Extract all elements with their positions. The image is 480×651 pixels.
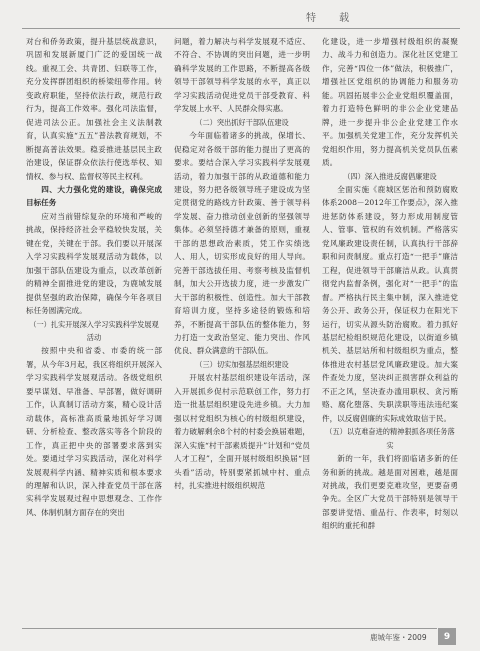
page-number: 9	[438, 628, 456, 645]
paragraph: 问题，着力解决与科学发展观不适应、不符合、不协调的突出问题，进一步明确科学发展的工作思路，不断提高各级领导干部领导科学发展的水平，真正以学习实践活动促进党员干部受教育、科学发展上水平、人民群众得实惠。	[174, 37, 310, 114]
subsection-heading: （三）切实加强基层组织建设	[195, 359, 289, 369]
text-column-1	[26, 35, 162, 625]
paragraph: 新的一年，我们将面临诸多新的任务和新的挑战。越是面对困难，越是面对挑战，我们更要克难攻坚，更要奋勇争先。全区广大党员干部特别是领导干部要讲觉悟、重品行、作表率，时刻以组织的重托和群	[322, 454, 458, 531]
paragraph: 对台和侨务政策，提升基层统战意识，巩固和发展新厦门广泛的爱国统一战线。重视工会、共青团、妇联等工作，充分发挥群团组织的桥梁纽带作用。转变政府职能，坚持依法行政，规范行政行为，提高工作效率。强化司法监督，促进司法公正。加强社会主义法制教育，认真实施“五五”普法教育规划，不断提高普法效果。稳妥推进基层民主政治建设，保证群众依法行使选举权、知情权、参与权、监督权等民主权利。	[26, 37, 162, 181]
subsection-heading: （四）深入推进反腐倡廉建设	[343, 171, 437, 181]
header-rule	[22, 28, 460, 29]
section-heading: 四、大力强化党的建设，确保完成目标任务	[26, 184, 162, 208]
article-body	[26, 35, 458, 625]
journal-name: 鹿城年鉴・2009	[370, 633, 427, 642]
paragraph: 按照中央和省委、市委的统一部署，从今年3月起，我区将组织开展深入学习实践科学发展观活动。各级党组织要早谋划、早准备、早部署，做好调研工作，认真制订活动方案，精心设计活动载体，高标准高质量地抓好学习调研、分析检查、整改落实等各个阶段的工作，真正把中央的部署要求落到实处。要通过学习实践活动，深化对科学发展观科学内涵、精神实质和根本要求的理解和认识，深入排查党员干部在落实科学发展观过程中思想观念、工作作风、体制机制方面存在的突出	[26, 346, 162, 517]
paragraph: 化建设，进一步增强村级组织的凝聚力、战斗力和创造力。深化社区党建工作，完善“四位一体”做法，积极推广，增强社区党组织的协调能力和服务功能。巩固拓展非公企业党组织覆盖面，着力打造特色鲜明的非公企业党建品牌，进一步提升非公企业党建工作水平。加强机关党建工作，充分发挥机关党组织作用，努力提高机关党员队伍素质。	[322, 37, 458, 168]
paragraph: 全面实施《鹿城区惩治和预防腐败体系2008－2012年工作要点》，深入推进惩防体系建设，努力形成用制度管人、管事、管权的有效机制。严格落实党风廉政建设责任制，认真执行干部辞职和问责制度。重点打造“一把手”廉洁工程，促进领导干部廉洁从政。认真贯彻党内监督条例，强化对“一把手”的监督。严格执行民主集中制，深入推进党务公开、政务公开，保证权力在阳光下运行，切实从源头防治腐败。着力抓好基层纪检组织规范化建设，以街道乡镇机关、基层站所和村级组织为重点，整体推进农村基层党风廉政建设。加大案件查处力度，坚决纠正损害群众利益的不正之风，坚决查办滥用职权、贪污贿赂、腐化堕落、失职渎职等违法违纪案件，以反腐倡廉的实际成效取信于民。	[322, 184, 458, 423]
page-footer	[0, 628, 480, 651]
paragraph: 今年面临着诸多的挑战，保增长、促稳定对各级干部的能力提出了更高的要求。要结合深入学习实践科学发展观活动，着力加强干部的从政道德和能力建设，努力把各级领导班子建设成为坚定贯彻党的路线方针政策、善于领导科学发展、奋力推动创业创新的坚强领导集体。必须坚持德才兼备的原则，重视干部的思想政治素质，凭工作实绩选人、用人，切实形成良好的用人导向。完善干部选拔任用、考察考核及监督机制，加大公开选拔力度，进一步激发广大干部的积极性、创造性。加大干部教育培训力度，坚持多途径的锻炼和培养，不断提高干部队伍的整体能力，努力打造一支政治坚定、能力突出、作风优良、群众满意的干部队伍。	[174, 131, 310, 356]
text-column-2	[174, 35, 310, 625]
subsection-heading: （一）扎实开展深入学习实践科学发展观活动	[29, 319, 159, 342]
text-column-3	[322, 35, 458, 625]
paragraph: 应对当前错综复杂的环境和严峻的挑战，保持经济社会平稳较快发展，关键在党，关键在于部。我们要以开展深入学习实践科学发展观活动为载体，以加强干部队伍建设为重点，以改革创新的精神全面推进党的建设，为鹿城发展提供坚强的政治保障，确保今年各项目标任务圆满完成。	[26, 211, 162, 316]
footer-rule	[22, 628, 437, 629]
subsection-heading: （五）以克难奋进的精神狠抓各项任务落实	[325, 427, 455, 450]
subsection-heading: （二）突出抓好干部队伍建设	[195, 117, 289, 127]
paragraph: 开展农村基层组织建设年活动，深入开展抓乡促村示范联创工作，努力打造一批基层组织建设先进乡镇。大力加强以村党组织为核心的村级组织建设，着力破解剩余8个村的村委会换届难题，深入实施“村干部素质提升”计划和“党员人才工程”，全面开展村级组织换届“回头看”活动，特别要紧抓城中村、重点村，扎实推进村级组织规范	[174, 373, 310, 490]
section-title: 特 载	[306, 13, 360, 24]
page-header	[0, 0, 480, 30]
